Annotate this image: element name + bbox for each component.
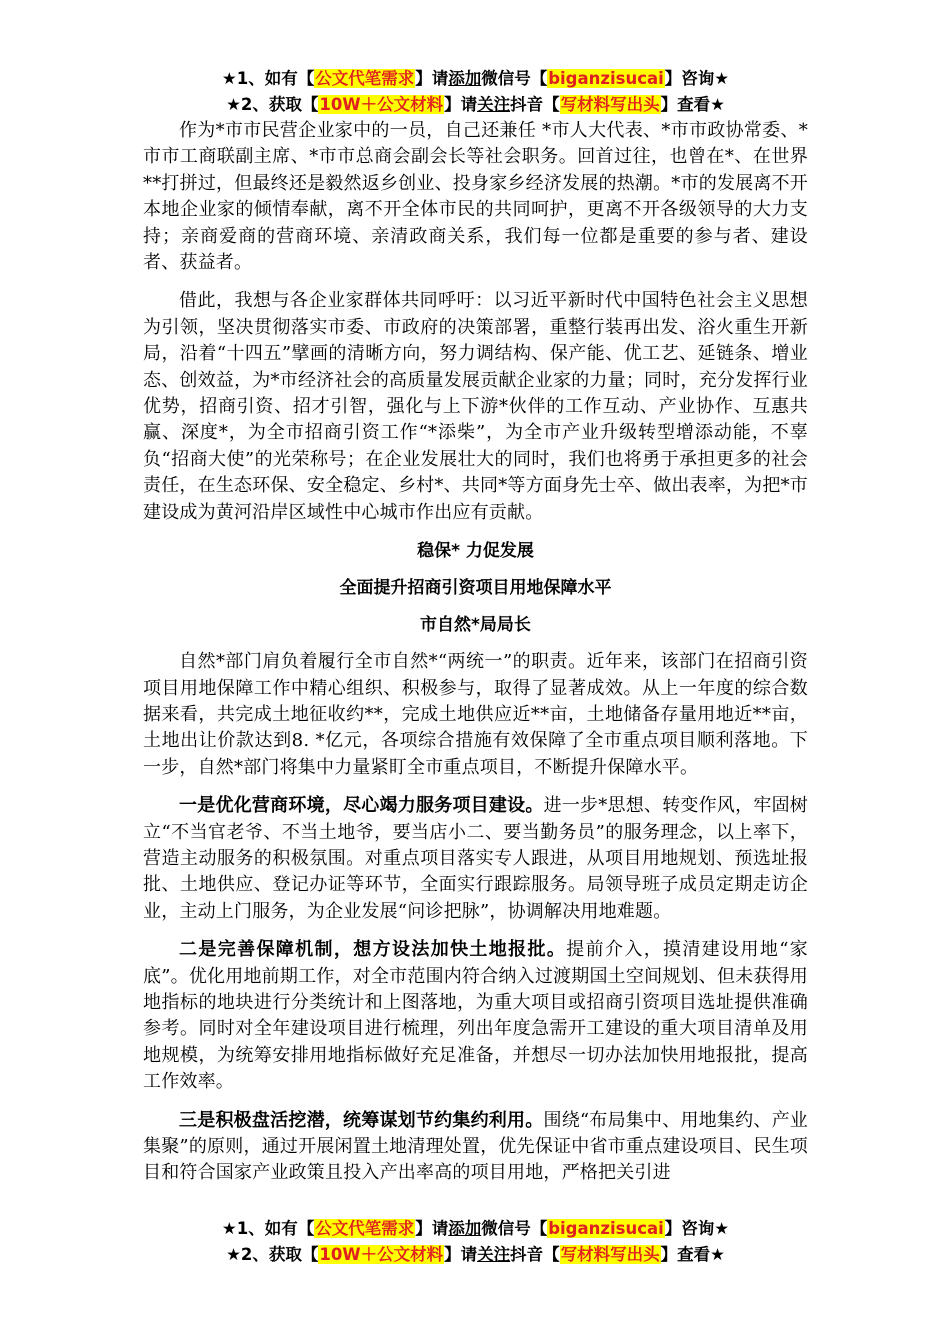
body-paragraph-4	[143, 793, 808, 925]
promo-text: 1、如有【	[236, 69, 315, 88]
promo-highlight: 公文代笔需求	[315, 69, 415, 88]
promo-underlined: 添加	[448, 69, 482, 88]
promo-text: 微信号【	[481, 1219, 548, 1238]
promo-highlight: 公文代笔需求	[315, 1219, 415, 1238]
promo-line-2	[143, 1242, 808, 1268]
promo-underlined: 添加	[448, 1219, 482, 1238]
paragraph-text: 围绕“布局集中、用地集约、产业集聚”的原则，通过开展闲置土地清理处置，优先保证中省市重点建设项目、民生项目和符合国家产业政策且投入产出率高的项目用地，严格把关引进	[143, 1109, 808, 1184]
star-icon: ★	[226, 95, 241, 114]
paragraph-text: 提前介入，摸清建设用地“家底”。优化用地前期工作，对全市范围内符合纳入过渡期国土空间规划、但未获得用地指标的地块进行分类统计和上图落地，为重大项目或招商引资项目选址提供准确参考。同时对全年建设项目进行梳理，列出年度急需开工建设的重大项目清单及用地规模，为统筹安排用地指标做好充足准备，并想尽一切办法加快用地报批，提高工作效率。	[143, 939, 808, 1093]
promo-line-2	[143, 92, 808, 118]
body-paragraph-3: 自然*部门肩负着履行全市自然*“两统一”的职责。近年来，该部门在招商引资项目用地保障工作中精心组织、积极参与，取得了显著成效。从上一年度的综合数据来看，共完成土地征收约**，完成土地供应近**亩，土地储备存量用地近**亩，土地出让价款达到8. *亿元，各项综合措施有效保障了全市重点项目顺利落地。下一步，自然*部门将集中力量紧盯全市重点项目，不断提升保障水平。	[143, 651, 808, 778]
promo-text: 】请	[415, 69, 449, 88]
promo-text: 】查看★	[660, 95, 725, 114]
promo-underlined: 关注	[477, 1245, 511, 1264]
section-subtitle: 全面提升招商引资项目用地保障水平	[339, 578, 612, 599]
section-author: 市自然*局局长	[420, 615, 531, 636]
promo-text: 】请	[444, 1245, 478, 1264]
promo-banner-top	[143, 66, 808, 118]
promo-line-1	[143, 66, 808, 92]
paragraph-lead: 二是完善保障机制，想方设法加快土地报批。	[179, 939, 567, 961]
document-page	[143, 66, 808, 1199]
promo-text: 】请	[415, 1219, 449, 1238]
promo-banner-bottom	[143, 1216, 808, 1268]
promo-text: 2、获取【	[240, 95, 319, 114]
promo-highlight: 10W＋公文材料	[319, 95, 444, 114]
promo-highlight: 写材料写出头	[560, 1245, 660, 1264]
promo-text: 】咨询★	[664, 1219, 730, 1238]
star-icon: ★	[221, 1219, 237, 1238]
promo-highlight: biganzisucai	[548, 1219, 664, 1238]
promo-text: 2、获取【	[240, 1245, 319, 1264]
promo-text: 1、如有【	[236, 1219, 315, 1238]
star-icon: ★	[226, 1245, 241, 1264]
body-paragraph-2: 借此，我想与各企业家群体共同呼吁：以习近平新时代中国特色社会主义思想为引领，坚决贯彻落实市委、市政府的决策部署，重整行装再出发、浴火重生开新局，沿着“十四五”擘画的清晰方向，努力调结构、保产能、优工艺、延链条、增业态、创效益，为*市经济社会的高质量发展贡献企业家的力量；同时，充分发挥行业优势，招商引资、招才引智，强化与上下游*伙伴的工作互动、产业协作、互惠共赢、深度*，为全市招商引资工作“*添柴”，为全市产业升级转型增添动能，不辜负“招商大使”的光荣称号；在企业发展壮大的同时，我们也将勇于承担更多的社会责任，在生态环保、安全稳定、乡村*、共同*等方面身先士卒、做出表率，为把*市建设成为黄河沿岸区域性中心城市作出应有贡献。	[143, 290, 808, 523]
promo-text: 抖音【	[510, 1245, 560, 1264]
promo-text: 抖音【	[510, 95, 560, 114]
section-title: 稳保* 力促发展	[417, 541, 534, 562]
promo-text: 】咨询★	[664, 69, 730, 88]
promo-highlight: 10W＋公文材料	[319, 1245, 444, 1264]
promo-line-1	[143, 1216, 808, 1242]
promo-underlined: 关注	[477, 95, 511, 114]
promo-text: 】查看★	[660, 1245, 725, 1264]
paragraph-text: 进一步*思想、转变作风，牢固树立“不当官老爷、不当土地爷，要当店小二、要当勤务员”的服务理念，以上率下，营造主动服务的积极氛围。对重点项目落实专人跟进，从项目用地规划、预选址报批、土地供应、登记办证等环节，全面实行跟踪服务。局领导班子成员定期走访企业，主动上门服务，为企业发展“问诊把脉”，协调解决用地难题。	[143, 795, 809, 922]
star-icon: ★	[221, 69, 237, 88]
promo-highlight: biganzisucai	[548, 69, 664, 88]
promo-text: 】请	[444, 95, 478, 114]
paragraph-lead: 三是积极盘活挖潜，统筹谋划节约集约利用。	[179, 1109, 544, 1131]
body-paragraph-6	[143, 1108, 808, 1187]
body-paragraph-1: 作为*市市民营企业家中的一员，自己还兼任 *市人大代表、*市市政协常委、*市市工商联副主席、*市市总商会副会长等社会职务。回首过往，也曾在*、在世界**打拼过，但最终还是毅然返乡创业、投身家乡经济发展的热潮。*市的发展离不开本地企业家的倾情奉献，离不开全体市民的共同呵护，更离不开各级领导的大力支持；亲商爱商的营商环境、亲清政商关系，我们每一位都是重要的参与者、建设者、获益者。	[143, 120, 808, 274]
promo-text: 微信号【	[481, 69, 548, 88]
body-paragraph-5	[143, 937, 808, 1095]
paragraph-lead: 一是优化营商环境，尽心竭力服务项目建设。	[179, 795, 544, 817]
promo-highlight: 写材料写出头	[560, 95, 660, 114]
